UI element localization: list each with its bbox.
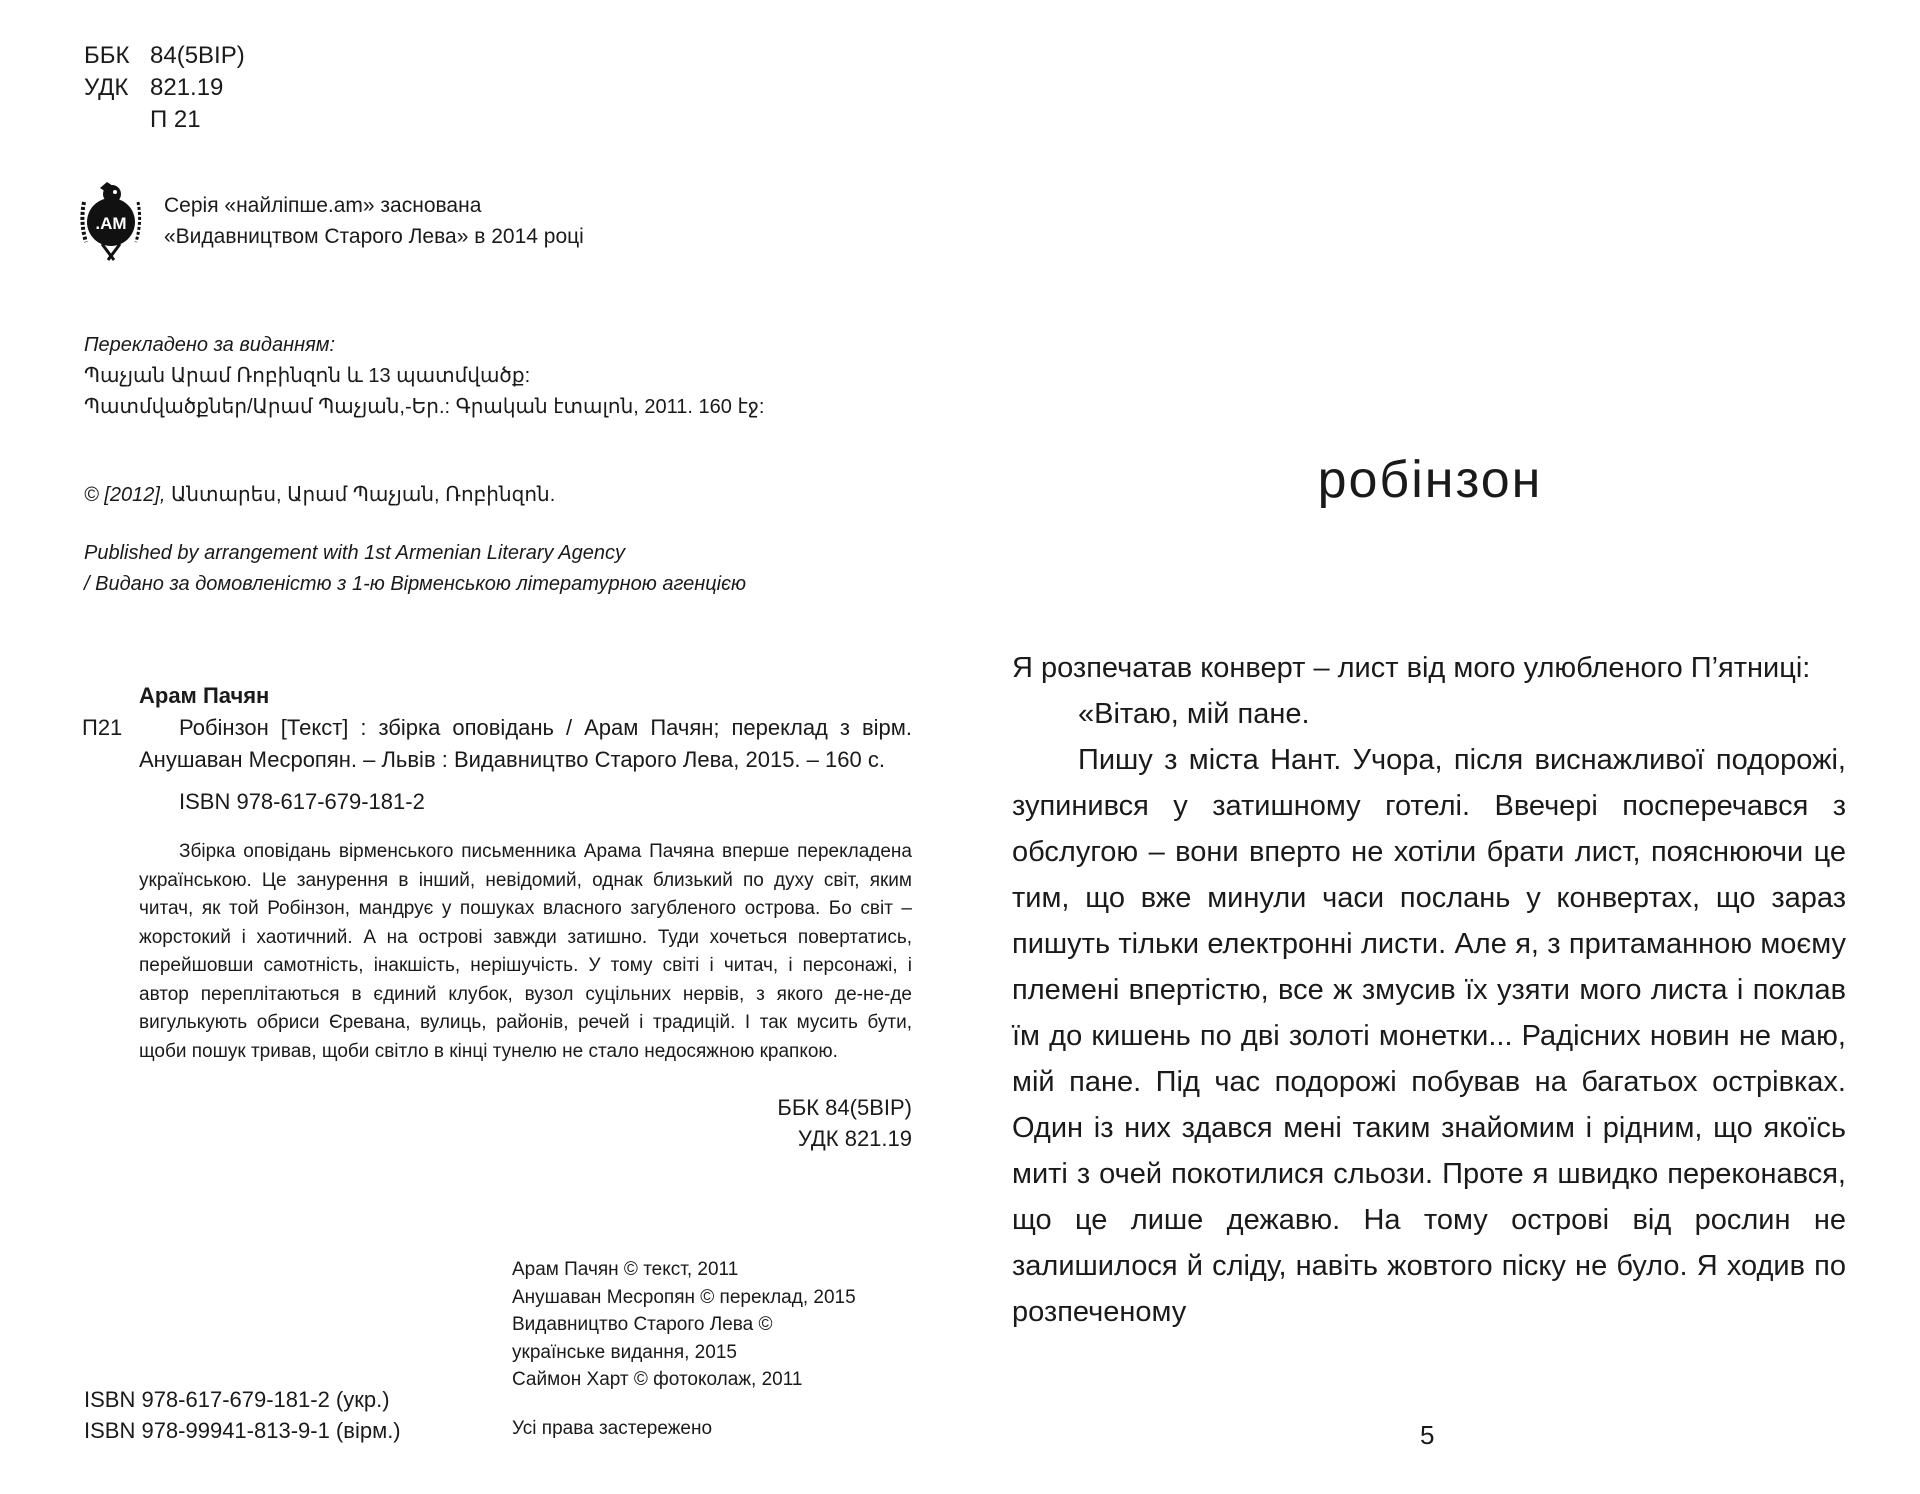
card-isbn: ISBN 978-617-679-181-2	[179, 789, 425, 814]
rights-line: українське видання, 2015	[512, 1341, 737, 1363]
card-entry	[82, 712, 912, 776]
card-abstract: Збірка оповідань вірменського письменника Арама Пачяна вперше перекладена українською. Це занурення в інший, невідомий, однак близький по духу світ, яким читач, як той Робінзон, мандрує у пошуках власного загубленого острова. Бо світ – жорстокий і хаотичний. А на острові завжди затишно. Туди хочеться повертатись, перейшовши самотність, інакшість, нерішучість. У тому світі і читач, і персонажі, і автор переплітаються в єдиний клубок, вузол суцільних нервів, з якого де-не-де вигулькують обриси Єревана, вулиць, районів, речей і традицій. І так мусить бути, щоби пошук тривав, щоби світло в кінці тунелю не стало недосяжною крапкою.	[139, 841, 912, 1062]
udk-value: 821.19	[150, 74, 224, 101]
author-sign-label	[84, 104, 150, 136]
isbn-list	[84, 1384, 401, 1446]
isbn-ukrainian: ISBN 978-617-679-181-2 (укр.)	[84, 1387, 390, 1412]
series-logo-icon	[80, 180, 142, 262]
rights-line: Арам Пачян © текст, 2011	[512, 1259, 739, 1280]
svg-text:.AM: .AM	[95, 214, 127, 233]
rights-line: Саймон Харт © фотоколаж, 2011	[512, 1369, 803, 1390]
page-number: 5	[1420, 1420, 1435, 1450]
translated-from	[84, 330, 765, 423]
author-sign-value: П 21	[150, 106, 201, 133]
arrangement-ukrainian: / Видано за домовленістю з 1-ю Вірменською літературною агенцією	[84, 573, 747, 595]
library-codes	[84, 40, 245, 136]
publishing-arrangement	[84, 538, 746, 600]
paragraph: Я розпечатав конверт – лист від мого улюбленого П’ятниці:	[1012, 652, 1811, 684]
card-udk: УДК 821.19	[797, 1126, 912, 1151]
all-rights-reserved: Усі права застережено	[512, 1418, 713, 1439]
series-info	[80, 180, 584, 262]
arrangement-english: Published by arrangement with 1st Armenian Literary Agency	[84, 542, 626, 564]
author-sign-row	[84, 104, 245, 136]
rights-line: Анушаван Месропян © переклад, 2015	[512, 1286, 856, 1308]
translated-from-label: Перекладено за виданням:	[84, 334, 336, 356]
card-author: Арам Пачян	[139, 683, 270, 708]
original-copyright-holders: Անտարես, Արամ Պաչյան, Ռոբինզոն.	[165, 484, 556, 506]
card-bbk: ББК 84(5ВІР)	[777, 1095, 912, 1120]
original-copyright-year: © [2012],	[84, 484, 166, 506]
isbn-armenian: ISBN 978-99941-813-9-1 (вірм.)	[84, 1418, 401, 1443]
bbk-label: ББК	[84, 42, 130, 69]
series-text	[164, 190, 584, 252]
bbk-value: 84(5ВІР)	[150, 42, 245, 69]
card-description: Робінзон [Текст] : збірка оповідань / Арам Пачян; переклад з вірм. Анушаван Месропян. – Львів : Видавництво Старого Лева, 2015. – 160 с.	[139, 715, 912, 772]
series-line-2: «Видавництвом Старого Лева» в 2014 році	[164, 225, 584, 248]
original-copyright	[84, 480, 555, 511]
udk-row	[84, 72, 245, 104]
udk-label: УДК	[84, 74, 129, 101]
chapter-body	[1012, 645, 1846, 1335]
card-codes	[82, 1092, 912, 1154]
card-code: П21	[82, 715, 123, 740]
paragraph: Пишу з міста Нант. Учора, після виснажливої подорожі, зупинився у затишному готелі. Ввечері посперечався з обслугою – вони вперто не хотіли брати лист, пояснюючи це тим, що вже минули часи послань у конвертах, що зараз пишуть тільки електронні листи. Але я, з притаманною моєму племені впертістю, все ж змусив їх узяти мого листа і поклав їм до кишень по дві золоті монетки... Радісних новин не маю, мій пане. Під час подорожі побував на багатьох острівках. Один із них здався мені таким знайомим і рідним, що якоїсь миті з очей покотилися сльози. Проте я швидко переконався, що це лише дежавю. На тому острові від рослин не залишилося й сліду, навіть жовтого піску не було. Я ходив по розпеченому	[1012, 744, 1846, 1328]
series-line-1: Серія «найліпше.am» заснована	[164, 194, 482, 217]
original-title-line-2: Պատմվածքներ/Արամ Պաչյան,-Եր.: Գրական էտալոն, 2011. 160 էջ:	[84, 396, 765, 418]
bbk-row	[84, 40, 245, 72]
catalog-card	[82, 680, 912, 1154]
rights-block	[512, 1256, 856, 1394]
chapter-title: робінзон	[1317, 451, 1543, 509]
original-title-line-1: Պաչյան Արամ Ռոբինզոն և 13 պատմվածք:	[84, 365, 531, 387]
rights-line: Видавництво Старого Лева ©	[512, 1314, 773, 1335]
paragraph: «Вітаю, мій пане.	[1078, 698, 1310, 730]
